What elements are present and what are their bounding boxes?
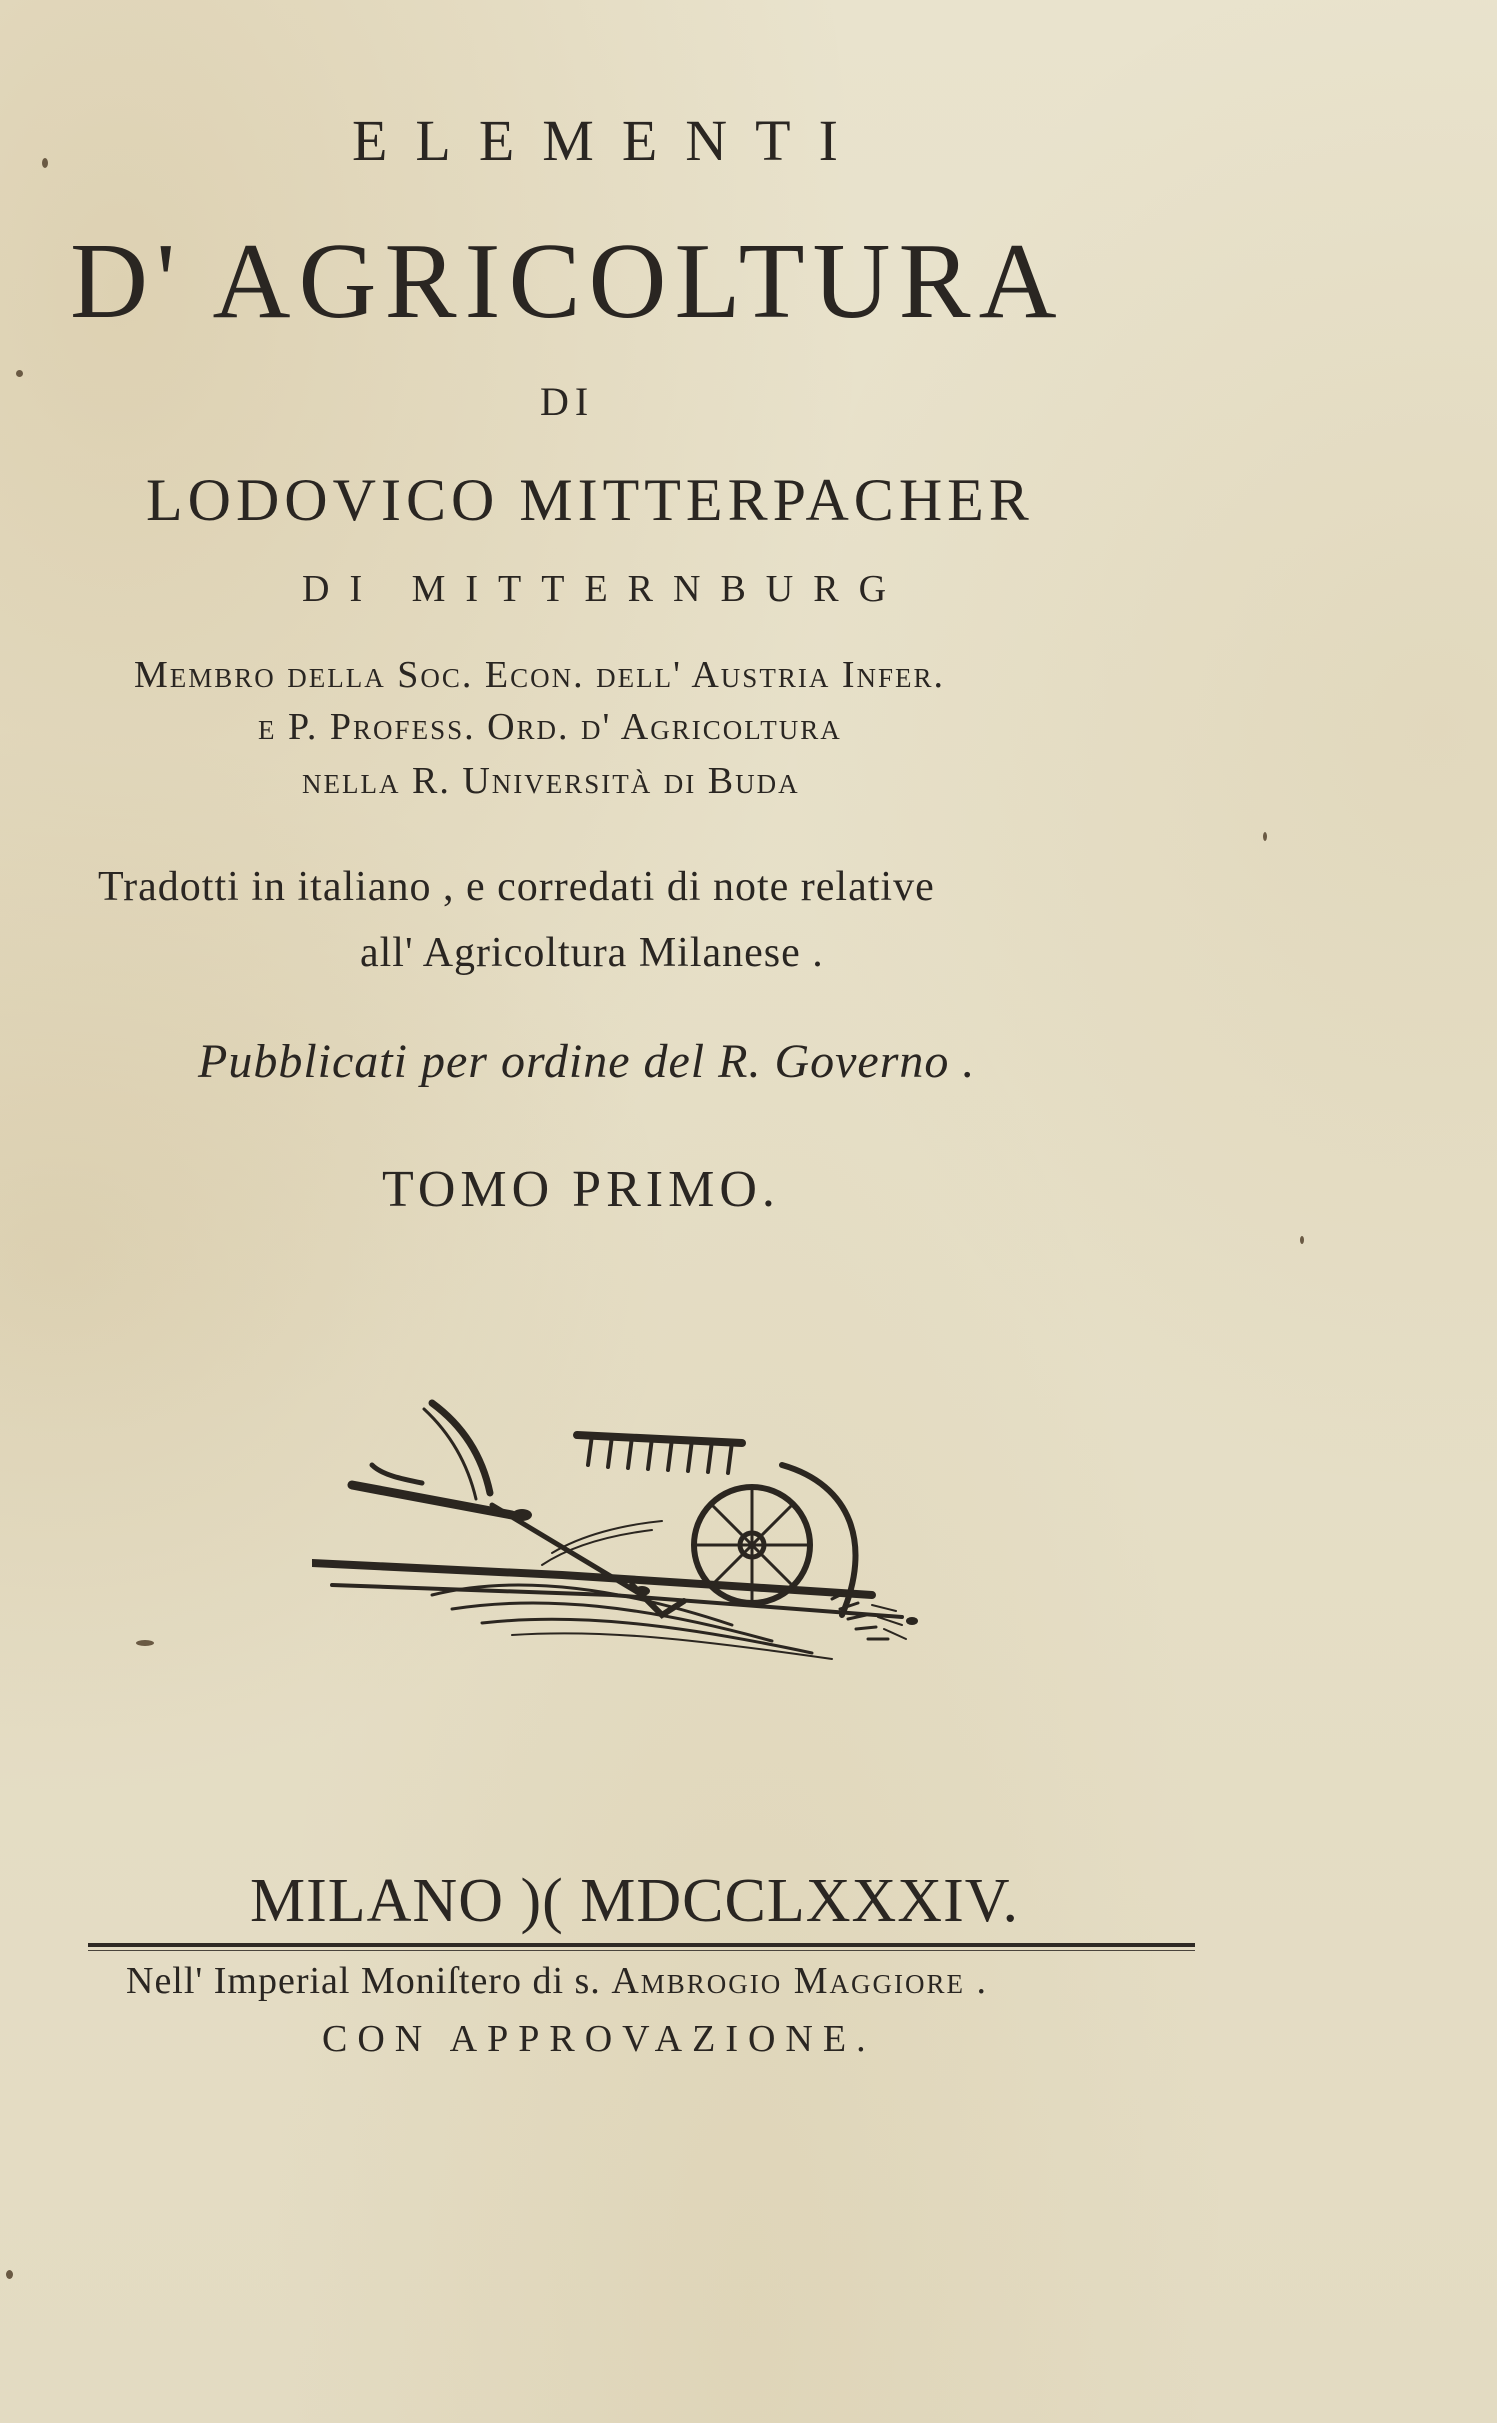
imprint-rule <box>88 1943 1195 1947</box>
printer-prefix: Nell' Imperial Moniſtero di s. <box>126 1960 612 2002</box>
credential-line-3: nella R. Università di Buda <box>302 760 800 802</box>
credential-line-1: Membro della Soc. Econ. dell' Austria Infer. <box>134 654 945 696</box>
ink-speck <box>1263 832 1267 841</box>
approval-line: CON APPROVAZIONE. <box>322 2018 876 2060</box>
imprint-city-year: MILANO )( MDCCLXXXIV. <box>250 1867 1019 1935</box>
main-title: D' AGRICOLTURA <box>70 222 1065 341</box>
translation-note-line-2: all' Agricoltura Milanese . <box>360 930 824 976</box>
translation-note-line-1: Tradotti in italiano , e corredati di note relative <box>98 864 935 910</box>
author-name: LODOVICO MITTERPACHER <box>146 467 1034 533</box>
credential-line-2: e P. Profess. Ord. d' Agricoltura <box>258 706 842 748</box>
publication-note: Pubblicati per ordine del R. Governo . <box>198 1035 976 1088</box>
printer-line <box>126 1962 988 2000</box>
by-line: DI <box>540 379 595 424</box>
author-place: DI MITTERNBURG <box>302 568 907 610</box>
series-title: ELEMENTI <box>352 108 866 173</box>
ink-speck <box>42 158 48 168</box>
imprint-rule-thin <box>88 1950 1195 1951</box>
ink-speck <box>136 1640 154 1646</box>
woodcut-vignette-icon <box>312 1395 948 1665</box>
ink-speck <box>1300 1236 1304 1244</box>
ink-speck <box>16 370 23 377</box>
printer-name: Ambrogio Maggiore . <box>611 1960 989 2002</box>
ink-speck <box>6 2270 13 2279</box>
volume-label: TOMO PRIMO. <box>382 1161 780 1218</box>
